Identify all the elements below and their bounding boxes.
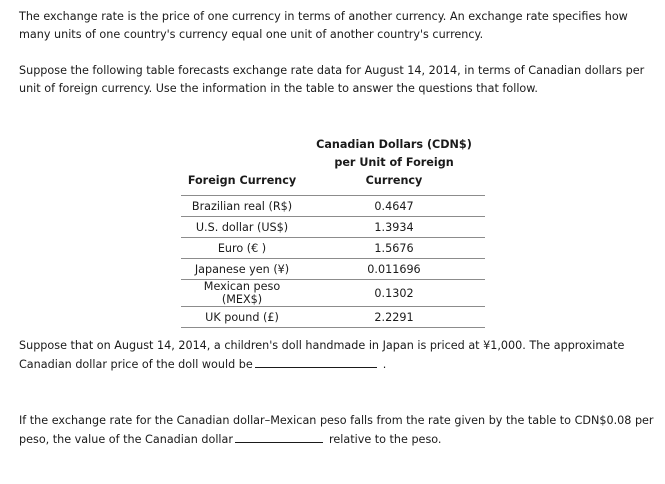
forecast-paragraph: Suppose the following table forecasts exchange rate data for August 14, 2014, in terms of Canadian dollars per unit of foreign currency. Use the information in the table to answer the questions that follow. <box>19 64 645 95</box>
table-row <box>181 259 485 280</box>
currency-name: U.S. dollar (US$) <box>181 217 303 238</box>
question-1 <box>19 337 655 374</box>
currency-name: Japanese yen (¥) <box>181 259 303 280</box>
currency-rate: 2.2291 <box>303 307 485 328</box>
header-foreign-currency: Foreign Currency <box>187 174 297 187</box>
table-row <box>181 217 485 238</box>
currency-name: Euro (€ ) <box>181 238 303 259</box>
table-row <box>181 307 485 328</box>
table-header-row <box>181 136 485 196</box>
header-canadian-dollars <box>303 136 485 196</box>
question-2 <box>19 412 655 449</box>
table-row <box>181 238 485 259</box>
question-2-text: If the exchange rate for the Canadian dollar–Mexican peso falls from the rate given by the table to CDN$0.08 per peso, the value of the Canadian dollar <box>19 414 654 446</box>
currency-name: Mexican peso (MEX$) <box>181 280 303 307</box>
answer-blank-dollar-value[interactable] <box>235 430 323 443</box>
header-line-2: per Unit of Foreign Currency <box>334 156 454 187</box>
answer-blank-doll-price[interactable] <box>255 355 377 368</box>
currency-rate: 1.5676 <box>303 238 485 259</box>
currency-name: UK pound (£) <box>181 307 303 328</box>
question-2-tail: relative to the peso. <box>329 433 442 446</box>
table-row <box>181 280 485 307</box>
header-line-1: Canadian Dollars (CDN$) <box>316 138 472 151</box>
currency-rate: 0.011696 <box>303 259 485 280</box>
currency-name: Brazilian real (R$) <box>181 196 303 217</box>
question-1-text: Suppose that on August 14, 2014, a children's doll handmade in Japan is priced at ¥1,000. The approximate Canadian dollar price of the doll would be <box>19 339 625 371</box>
table-row <box>181 196 485 217</box>
currency-rate: 1.3934 <box>303 217 485 238</box>
currency-rate: 0.1302 <box>303 280 485 307</box>
currency-rate: 0.4647 <box>303 196 485 217</box>
exchange-rate-table <box>181 136 485 328</box>
intro-paragraph: The exchange rate is the price of one currency in terms of another currency. An exchange rate specifies how many units of one country's currency equal one unit of another country's currency. <box>19 10 628 41</box>
question-1-period: . <box>382 358 387 371</box>
